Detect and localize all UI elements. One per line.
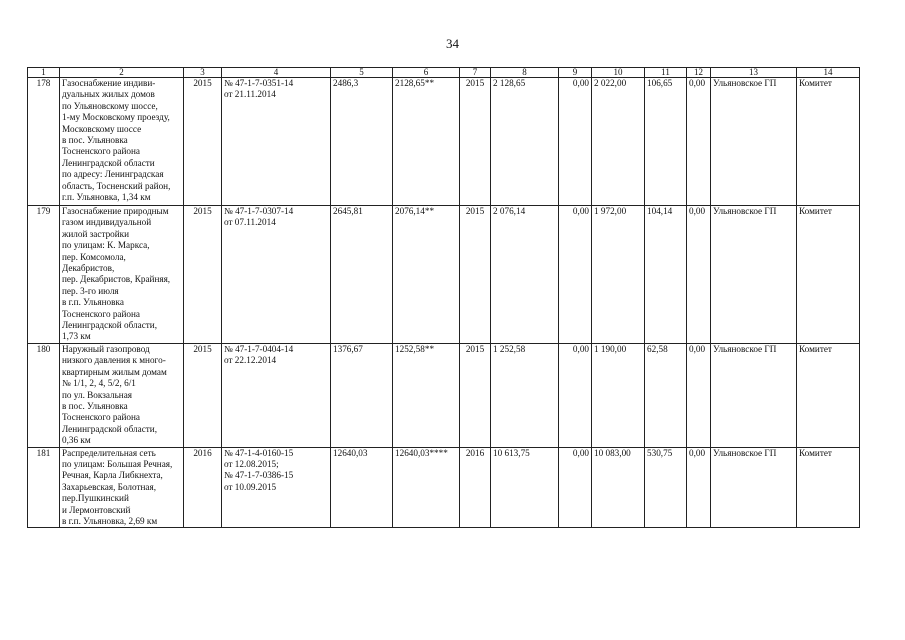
value-cell: 0,00 (559, 206, 592, 344)
col-header: 11 (645, 68, 687, 78)
value-cell: 1252,58** (393, 343, 460, 447)
value-cell: 2 128,65 (491, 78, 559, 206)
value-cell: 2076,14** (393, 206, 460, 344)
executor-cell: Комитет (797, 343, 860, 447)
value-cell: 104,14 (645, 206, 687, 344)
value-cell: 106,65 (645, 78, 687, 206)
col-header: 6 (393, 68, 460, 78)
col-header: 14 (797, 68, 860, 78)
value-cell: 2645,81 (331, 206, 393, 344)
value-cell: 0,00 (559, 447, 592, 528)
table-row (28, 447, 860, 528)
value-cell: 12640,03**** (393, 447, 460, 528)
col-header: 13 (711, 68, 797, 78)
municipality-cell: Ульяновское ГП (711, 78, 797, 206)
value-cell: 1376,67 (331, 343, 393, 447)
col-header: 4 (222, 68, 331, 78)
row-number: 179 (28, 206, 60, 344)
data-table (27, 67, 860, 528)
value-cell: 1 252,58 (491, 343, 559, 447)
permit-cell: № 47-1-4-0160-15 от 12.08.2015; № 47-1-7-0386-15 от 10.09.2015 (222, 447, 331, 528)
object-description: Газоснабжение природным газом индивидуальной жилой застройки по улицам: К. Маркса, пер. Комсомола, Декабристов, пер. Декабристов, Крайняя, пер. 3-го июля в г.п. Ульяновка Тосненского района Ленинградской области, 1,73 км (60, 206, 184, 344)
value-cell: 2128,65** (393, 78, 460, 206)
year-cell: 2015 (460, 343, 491, 447)
value-cell: 0,00 (687, 447, 711, 528)
col-header: 10 (592, 68, 645, 78)
value-cell: 10 083,00 (592, 447, 645, 528)
permit-cell: № 47-1-7-0351-14 от 21.11.2014 (222, 78, 331, 206)
executor-cell: Комитет (797, 78, 860, 206)
page-number: 34 (446, 36, 459, 51)
object-description: Газоснабжение индиви- дуальных жилых домов по Ульяновскому шоссе, 1-му Московскому проезду, Московскому шоссе в пос. Ульяновка Тосненского района Ленинградской области по адресу: Ленинградская область, Тосненский район, г.п. Ульяновка, 1,34 км (60, 78, 184, 206)
value-cell: 0,00 (687, 343, 711, 447)
table-row (28, 78, 860, 206)
col-header: 2 (60, 68, 184, 78)
municipality-cell: Ульяновское ГП (711, 206, 797, 344)
value-cell: 530,75 (645, 447, 687, 528)
value-cell: 2486,3 (331, 78, 393, 206)
value-cell: 1 972,00 (592, 206, 645, 344)
col-header: 9 (559, 68, 592, 78)
value-cell: 62,58 (645, 343, 687, 447)
year-cell: 2016 (184, 447, 222, 528)
header-row (28, 68, 860, 78)
col-header: 7 (460, 68, 491, 78)
value-cell: 1 190,00 (592, 343, 645, 447)
value-cell: 0,00 (687, 78, 711, 206)
value-cell: 0,00 (559, 343, 592, 447)
permit-cell: № 47-1-7-0307-14 от 07.11.2014 (222, 206, 331, 344)
col-header: 1 (28, 68, 60, 78)
row-number: 180 (28, 343, 60, 447)
municipality-cell: Ульяновское ГП (711, 343, 797, 447)
object-description: Распределительная сеть по улицам: Большая Речная, Речная, Карла Либкнехта, Захарьевская, Болотная, пер.Пушкинский и Лермонтовский в г.п. Ульяновка, 2,69 км (60, 447, 184, 528)
row-number: 178 (28, 78, 60, 206)
object-description: Наружный газопровод низкого давления к много- квартирным жилым домам № 1/1, 2, 4, 5/2, 6/1 по ул. Вокзальная в пос. Ульяновка Тосненского района Ленинградской области, 0,36 км (60, 343, 184, 447)
year-cell: 2015 (184, 78, 222, 206)
value-cell: 10 613,75 (491, 447, 559, 528)
value-cell: 2 076,14 (491, 206, 559, 344)
value-cell: 2 022,00 (592, 78, 645, 206)
table-row (28, 343, 860, 447)
value-cell: 12640,03 (331, 447, 393, 528)
value-cell: 0,00 (687, 206, 711, 344)
year-cell: 2015 (184, 206, 222, 344)
row-number: 181 (28, 447, 60, 528)
col-header: 5 (331, 68, 393, 78)
year-cell: 2015 (184, 343, 222, 447)
year-cell: 2015 (460, 206, 491, 344)
col-header: 3 (184, 68, 222, 78)
municipality-cell: Ульяновское ГП (711, 447, 797, 528)
executor-cell: Комитет (797, 206, 860, 344)
col-header: 8 (491, 68, 559, 78)
year-cell: 2015 (460, 78, 491, 206)
table-row (28, 206, 860, 344)
value-cell: 0,00 (559, 78, 592, 206)
executor-cell: Комитет (797, 447, 860, 528)
year-cell: 2016 (460, 447, 491, 528)
col-header: 12 (687, 68, 711, 78)
permit-cell: № 47-1-7-0404-14 от 22.12.2014 (222, 343, 331, 447)
